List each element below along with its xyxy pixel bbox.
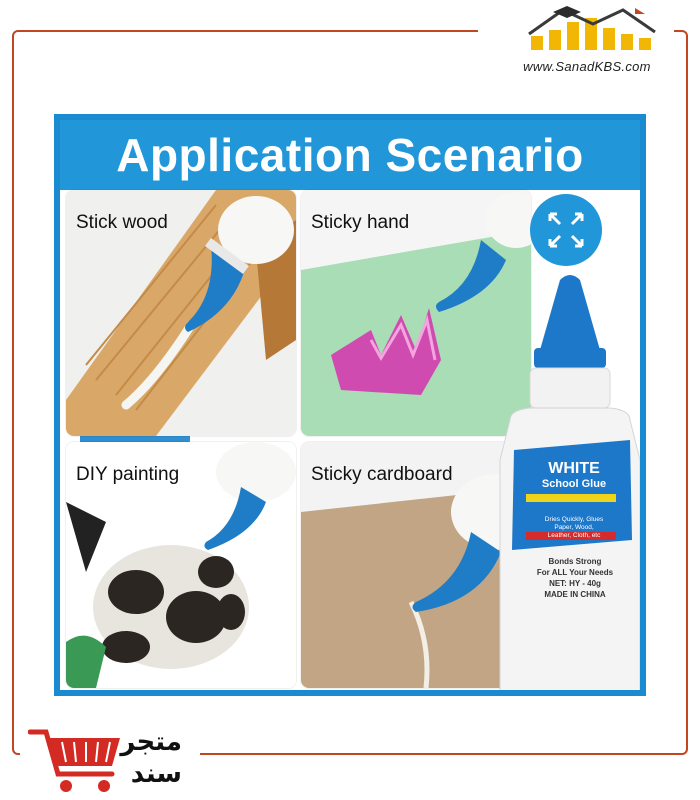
logo-bar [621,34,633,50]
expand-button[interactable] [530,194,602,266]
scenario-label: Sticky cardboard [311,464,453,485]
banner [60,120,640,190]
glue-bottle [490,270,646,696]
store-name-line: سند [130,759,182,789]
logo-bar [603,28,615,50]
logo-bar [639,38,651,50]
scenario-label: DIY painting [76,464,180,485]
expand-icon [530,194,602,266]
logo-bar [531,36,543,50]
feature-line: Paper, Wood, [554,524,594,531]
bottle-features [526,516,622,540]
store-name-line: متجر [120,727,182,757]
shopping-cart-icon [30,732,120,792]
bonds-text: Bonds Strong [548,557,602,566]
feature-line: Leather, Cloth, etc [547,532,601,539]
origin-text: MADE IN CHINA [544,590,606,599]
bottle-brand: WHITE [548,460,600,477]
bottle-info [500,556,646,600]
banner-title: Application Scenario [116,129,584,181]
scenario-label: Stick wood [76,212,168,233]
logo-bar [567,22,579,50]
scenario-label: Sticky hand [311,212,410,233]
store-name [112,726,182,790]
bottle-product: School Glue [541,478,607,490]
net-weight-text: NET: HY - 40g [549,579,601,588]
product-image-panel [54,114,646,696]
feature-line: Dries Quickly, Glues [544,516,604,523]
scenario-tile-diy-painting [66,442,296,688]
brand-logo [523,4,663,54]
scenario-tile-stick-wood [66,190,296,436]
logo-bar [549,30,561,50]
usage-text: For ALL Your Needs [536,568,614,577]
brand-url[interactable]: www.SanadKBS.com [523,59,651,74]
